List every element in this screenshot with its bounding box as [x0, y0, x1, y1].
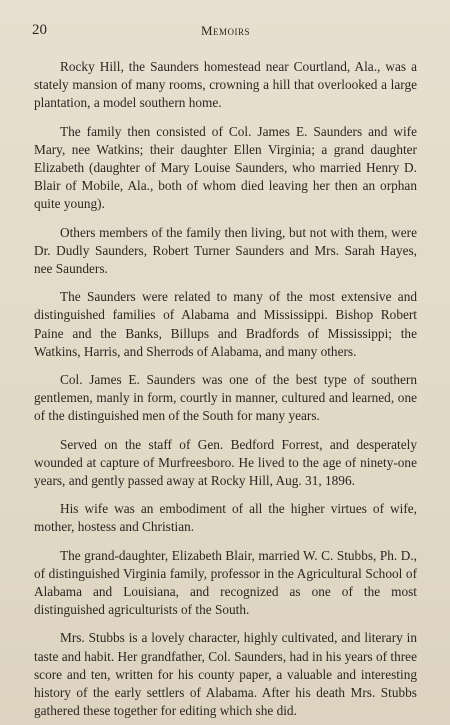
paragraph-wife: His wife was an embodiment of all the higher virtues of wife, mother, hostess and Christian. — [34, 501, 417, 535]
page-header — [34, 22, 417, 40]
paragraph-family: The family then consisted of Col. James E. Saunders and wife Mary, nee Watkins; their daughter Ellen Virginia; a grand daughter Elizabeth (daughter of Mary Louise Saunders, who married Henry D. Blair of Mobile, Ala., both of whom died leaving her then an orphan quite young). — [34, 123, 417, 212]
paragraph-other-members: Others members of the family then living, but not with them, were Dr. Dudly Saunders, Robert Turner Saunders and Mrs. Sarah Hayes, nee Saunders. — [34, 224, 417, 277]
page-number: 20 — [32, 22, 47, 38]
body-text — [34, 58, 417, 721]
paragraph-mrs-stubbs: Mrs. Stubbs is a lovely character, highly cultivated, and literary in taste and habit. Her grandfather, Col. Saunders, had in his years of three score and ten, written for his county paper, a valuable and interesting history of the early settlers of Alabama. After his death Mrs. Stubbs gathered these together for editing which she did. — [34, 630, 417, 719]
paragraph-col-saunders: Col. James E. Saunders was one of the best type of southern gentlemen, manly in form, courtly in manner, cultured and learned, one of the distinguished men of the South for many years. — [34, 372, 417, 424]
paragraph-granddaughter: The grand-daughter, Elizabeth Blair, married W. C. Stubbs, Ph. D., of distinguished Virginia family, professor in the Agricultural School of Alabama and Louisiana, and recognized as one of the most distinguished agriculturists of the South. — [34, 547, 417, 618]
paragraph-military-service: Served on the staff of Gen. Bedford Forrest, and desperately wounded at capture of Murfreesboro. He lived to the age of ninety-one years, and gently passed away at Rocky Hill, Aug. 31, 1896. — [34, 436, 417, 489]
paragraph-rocky-hill: Rocky Hill, the Saunders homestead near Courtland, Ala., was a stately mansion of many rooms, crowning a hill that overlooked a large plantation, a model southern home. — [34, 59, 417, 111]
running-head: Memoirs — [200, 23, 251, 38]
paragraph-related-families: The Saunders were related to many of the most extensive and distinguished families of Alabama and Mississippi. Bishop Robert Paine and the Banks, Billups and Bradfords of Mississippi; the Watkins, Harris, and Sherrods of Alabama, and many others. — [34, 289, 417, 359]
